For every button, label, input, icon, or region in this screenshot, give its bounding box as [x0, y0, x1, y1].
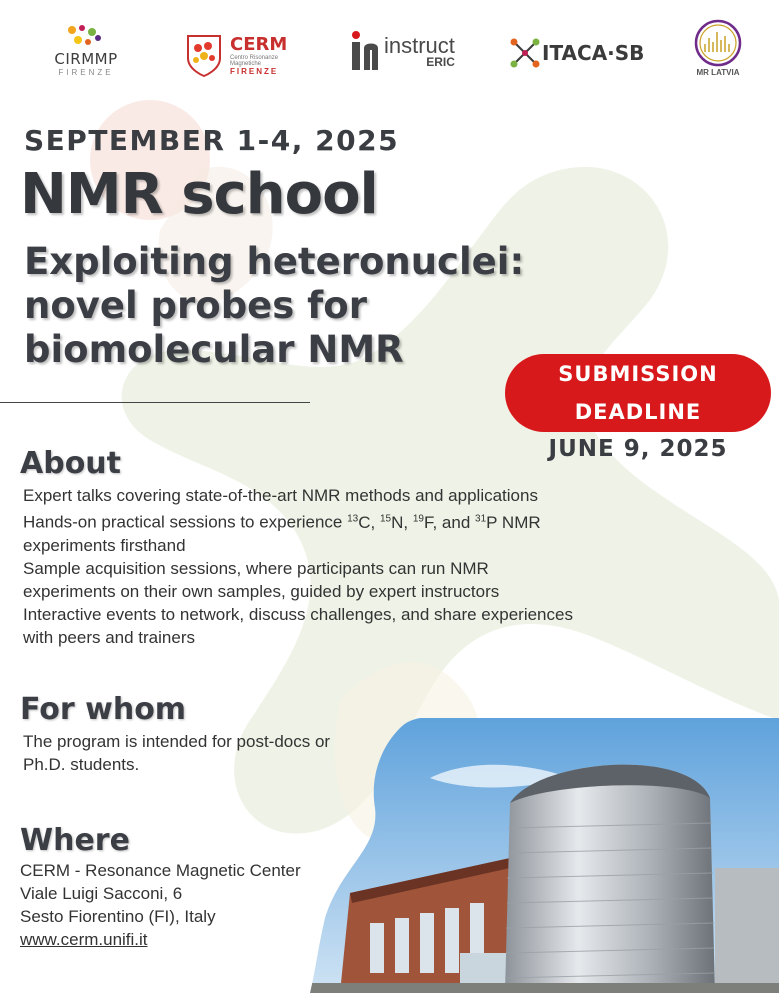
website-link[interactable]: www.cerm.unifi.it — [20, 930, 148, 949]
cirmmp-name: CIRMMP — [54, 50, 118, 68]
section-divider — [0, 402, 310, 403]
instruct-mark-icon — [350, 30, 380, 72]
cerm-sub3: FIRENZE — [230, 67, 279, 76]
about-item-2-prefix: Hands-on practical sessions to experience — [23, 512, 348, 532]
instruct-name: instruct — [384, 33, 455, 58]
subtitle-line: Exploiting heteronuclei: — [24, 240, 525, 283]
where-heading: Where — [20, 823, 130, 858]
where-line2: Viale Luigi Sacconi, 6 — [20, 884, 183, 903]
itaca-network-icon — [510, 38, 540, 68]
deadline-line2: DEADLINE — [574, 400, 702, 424]
cirmmp-logo — [36, 24, 136, 84]
itaca-name: ITACA·SB — [542, 41, 645, 65]
nucleus-15n: $^{15}$N, — [379, 512, 413, 532]
cerm-sub1: Centro Risonanze — [230, 55, 279, 61]
nucleus-13c: $^{13}$C, — [347, 512, 380, 532]
event-title: NMR school — [20, 162, 378, 227]
instruct-sub: ERIC — [426, 55, 455, 69]
submission-deadline-badge — [505, 354, 771, 432]
about-item-2-cont: experiments firsthand — [23, 535, 186, 555]
about-item-4-line1: Interactive events to network, discuss challenges, and share experiences — [23, 604, 573, 624]
deadline-date: JUNE 9, 2025 — [548, 436, 728, 462]
about-text — [23, 484, 623, 649]
mr-latvia-circle-icon — [693, 18, 743, 68]
about-item-3-line2: experiments on their own samples, guided by expert instructors — [23, 581, 500, 601]
cerm-name: CERM — [230, 34, 288, 55]
nucleus-31p: $^{31}$P NMR — [475, 512, 541, 532]
nucleus-19f: $^{19}$F, and — [412, 512, 476, 532]
about-heading: About — [20, 446, 122, 481]
cirmmp-dots-icon — [66, 24, 106, 50]
where-line1: CERM - Resonance Magnetic Center — [20, 861, 301, 880]
where-line3: Sesto Fiorentino (FI), Italy — [20, 907, 216, 926]
cirmmp-sub: FIRENZE — [58, 68, 114, 77]
deadline-line1: SUBMISSION — [558, 362, 718, 386]
cerm-shield-icon — [184, 32, 224, 78]
cerm-logo — [184, 30, 287, 80]
cerm-building-photo — [310, 718, 779, 993]
itaca-logo — [510, 38, 644, 68]
mr-latvia-name: MR LATVIA — [696, 68, 740, 77]
about-item-3-line1: Sample acquisition sessions, where participants can run NMR — [23, 558, 489, 578]
partner-logos — [0, 18, 779, 88]
about-item-1: Expert talks covering state-of-the-art NMR methods and applications — [23, 486, 538, 505]
mr-latvia-logo — [690, 18, 746, 77]
for-whom-line1: The program is intended for post-docs or — [23, 732, 331, 751]
about-item-2 — [23, 507, 623, 534]
subtitle-line: biomolecular NMR — [24, 328, 404, 371]
for-whom-line2: Ph.D. students. — [23, 755, 140, 774]
event-date: SEPTEMBER 1-4, 2025 — [24, 124, 400, 157]
about-item-4-line2: with peers and trainers — [23, 627, 195, 647]
where-text — [20, 859, 320, 951]
instruct-logo — [350, 28, 455, 74]
subtitle-line: novel probes for — [24, 284, 367, 327]
event-subtitle — [24, 240, 544, 372]
cerm-sub2: Magnetiche — [230, 61, 262, 67]
for-whom-heading: For whom — [20, 692, 187, 727]
